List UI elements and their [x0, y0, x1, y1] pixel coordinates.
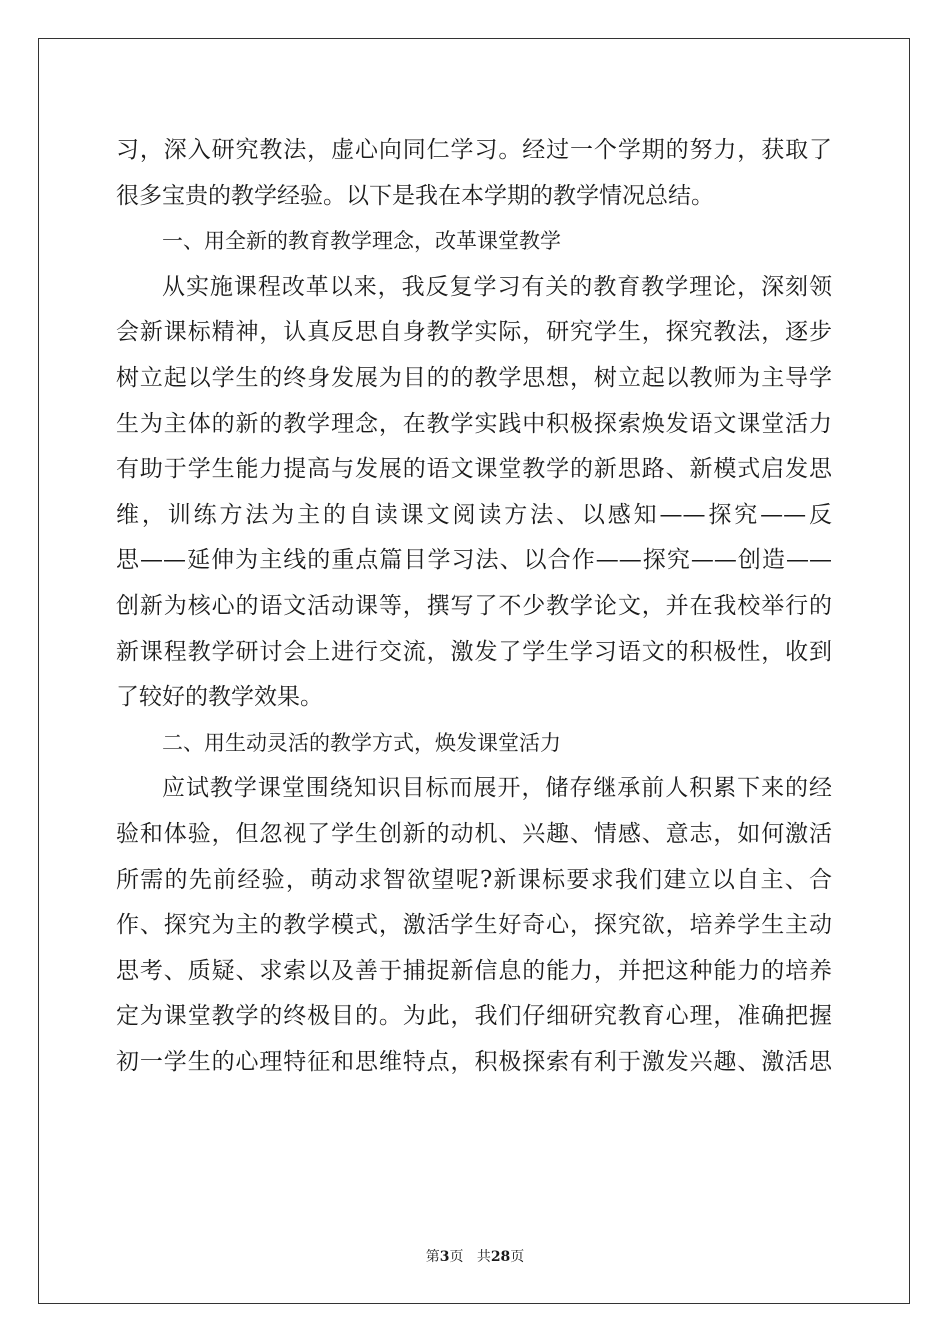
document-body: [116, 128, 832, 1085]
text-line: 初一学生的心理特征和思维特点，积极探索有利于激发兴趣、激活思: [116, 1048, 832, 1075]
text-line: 验和体验，但忽视了学生创新的动机、兴趣、情感、意志，如何激活: [116, 820, 832, 847]
text-line: 定为课堂教学的终极目的。为此，我们仔细研究教育心理，准确把握: [116, 1003, 832, 1030]
total-prefix: 共: [476, 1249, 491, 1265]
text-line: 会新课标精神，认真反思自身教学实际，研究学生，探究教法，逐步: [116, 319, 832, 346]
text-line: 树立起以学生的终身发展为目的的教学思想，树立起以教师为主导学: [116, 364, 832, 391]
text-line: 习，深入研究教法，虚心向同仁学习。经过一个学期的努力，获取了: [116, 137, 832, 163]
text-line: 有助于学生能力提高与发展的语文课堂教学的新思路、新模式启发思: [116, 456, 832, 483]
text-line: 新课程教学研讨会上进行交流，激发了学生学习语文的积极性，收到: [116, 638, 832, 665]
text-line: 思考、质疑、求索以及善于捕捉新信息的能力，并把这种能力的培养: [116, 957, 832, 984]
text-line: 作、探究为主的教学模式，激活学生好奇心，探究欲，培养学生主动: [116, 912, 832, 939]
page-prefix: 第: [425, 1249, 440, 1265]
section-heading: 一、用全新的教育教学理念，改革课堂教学: [162, 229, 561, 254]
total-suffix: 页: [510, 1249, 525, 1265]
text-line: 维，训练方法为主的自读课文阅读方法、以感知——探究——反: [116, 501, 832, 528]
text-line: 思——延伸为主线的重点篇目学习法、以合作——探究——创造——: [116, 547, 832, 574]
section-heading: 二、用生动灵活的教学方式，焕发课堂活力: [162, 730, 561, 755]
total-pages: 28: [490, 1249, 511, 1265]
page-number: 3: [439, 1249, 450, 1265]
text-line: 应试教学课堂围绕知识目标而展开，储存继承前人积累下来的经: [162, 775, 832, 802]
page-footer: [0, 1246, 950, 1266]
text-line: 从实施课程改革以来，我反复学习有关的教育教学理论，深刻领: [162, 273, 832, 300]
page-suffix: 页: [449, 1249, 464, 1265]
text-line: 创新为核心的语文活动课等，撰写了不少教学论文，并在我校举行的: [116, 592, 832, 619]
text-line: 所需的先前经验，萌动求智欲望呢?新课标要求我们建立以自主、合: [116, 866, 832, 893]
text-line: 了较好的教学效果。: [116, 684, 323, 711]
text-line: 很多宝贵的教学经验。以下是我在本学期的教学情况总结。: [116, 182, 714, 209]
text-line: 生为主体的新的教学理念，在教学实践中积极探索焕发语文课堂活力: [116, 410, 832, 437]
